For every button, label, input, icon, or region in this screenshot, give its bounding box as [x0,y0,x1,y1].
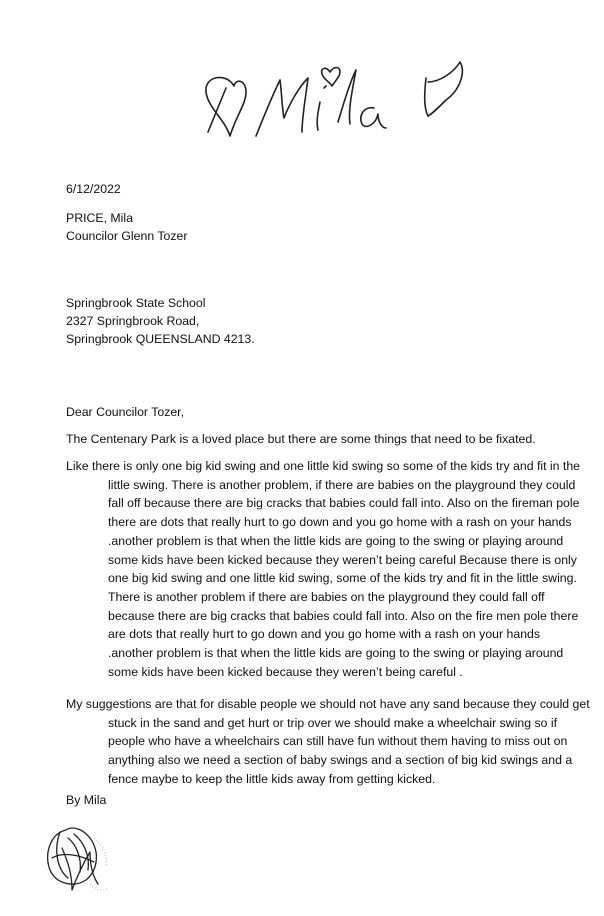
paragraph-line: there are dots that really hurt to go down and you go home with a rash on your hands [108,515,572,530]
paragraph-line: people who have a wheelchairs can still have fun without them having to miss out on [108,734,568,749]
sender-name: PRICE, Mila [66,211,133,225]
paragraph-line: stuck in the sand and get hurt or trip over we should make a wheelchair swing so if [108,715,558,730]
letter-date: 6/12/2022 [66,182,121,196]
paragraph-line: anything also we need a section of baby swings and a section of big kid swings and a [108,753,573,768]
closing-signoff: By Mila [66,793,107,807]
paragraph-line: some kids have been kicked because they weren’t being careful . [108,664,463,679]
paragraph-line: because there are big cracks that babies could fall into. Also on the fire men pole there [108,608,579,623]
suggestions-paragraph [66,695,590,789]
paragraph-line: Like there is only one big kid swing and one little kid swing so some of the kids try and fit in the [66,459,581,473]
handwritten-signature-bottom [38,818,116,898]
problems-paragraph [66,457,586,681]
paragraph-line: There is another problem if there are babies on the playground they could fall off [108,589,545,604]
paragraph-line: .another problem is that when the little kids are going to the swing or playing around [108,533,564,548]
intro-paragraph: The Centenary Park is a loved place but there are some things that need to be fixated. [66,432,536,446]
recipient-name: Councilor Glenn Tozer [66,229,188,243]
paragraph-line: are dots that really hurt to go down and you go home with a rash on your hands [108,627,541,642]
paragraph-line: some kids have been kicked because they weren’t being careful Because there is only [108,552,577,567]
handwritten-signature-heading [190,52,480,144]
school-name: Springbrook State School [66,296,206,310]
paragraph-line: fence maybe to keep the little kids away from getting kicked. [108,771,436,786]
paragraph-line: .another problem is that when the little kids are going to the swing or playing around [108,646,564,661]
paragraph-line: My suggestions are that for disable people we should not have any sand because they could get [66,697,590,711]
salutation: Dear Councilor Tozer, [66,405,185,419]
address-line-2: Springbrook QUEENSLAND 4213. [66,332,255,346]
address-line-1: 2327 Springbrook Road, [66,314,200,328]
paragraph-line: one big kid swing and one little kid swing, some of the kids try and fit in the little swing. [108,571,577,586]
paragraph-line: little swing. There is another problem, if there are babies on the playground they could [108,477,576,492]
paragraph-line: fall off because there are big cracks that babies could fall into. Also on the fireman pole [108,496,580,511]
